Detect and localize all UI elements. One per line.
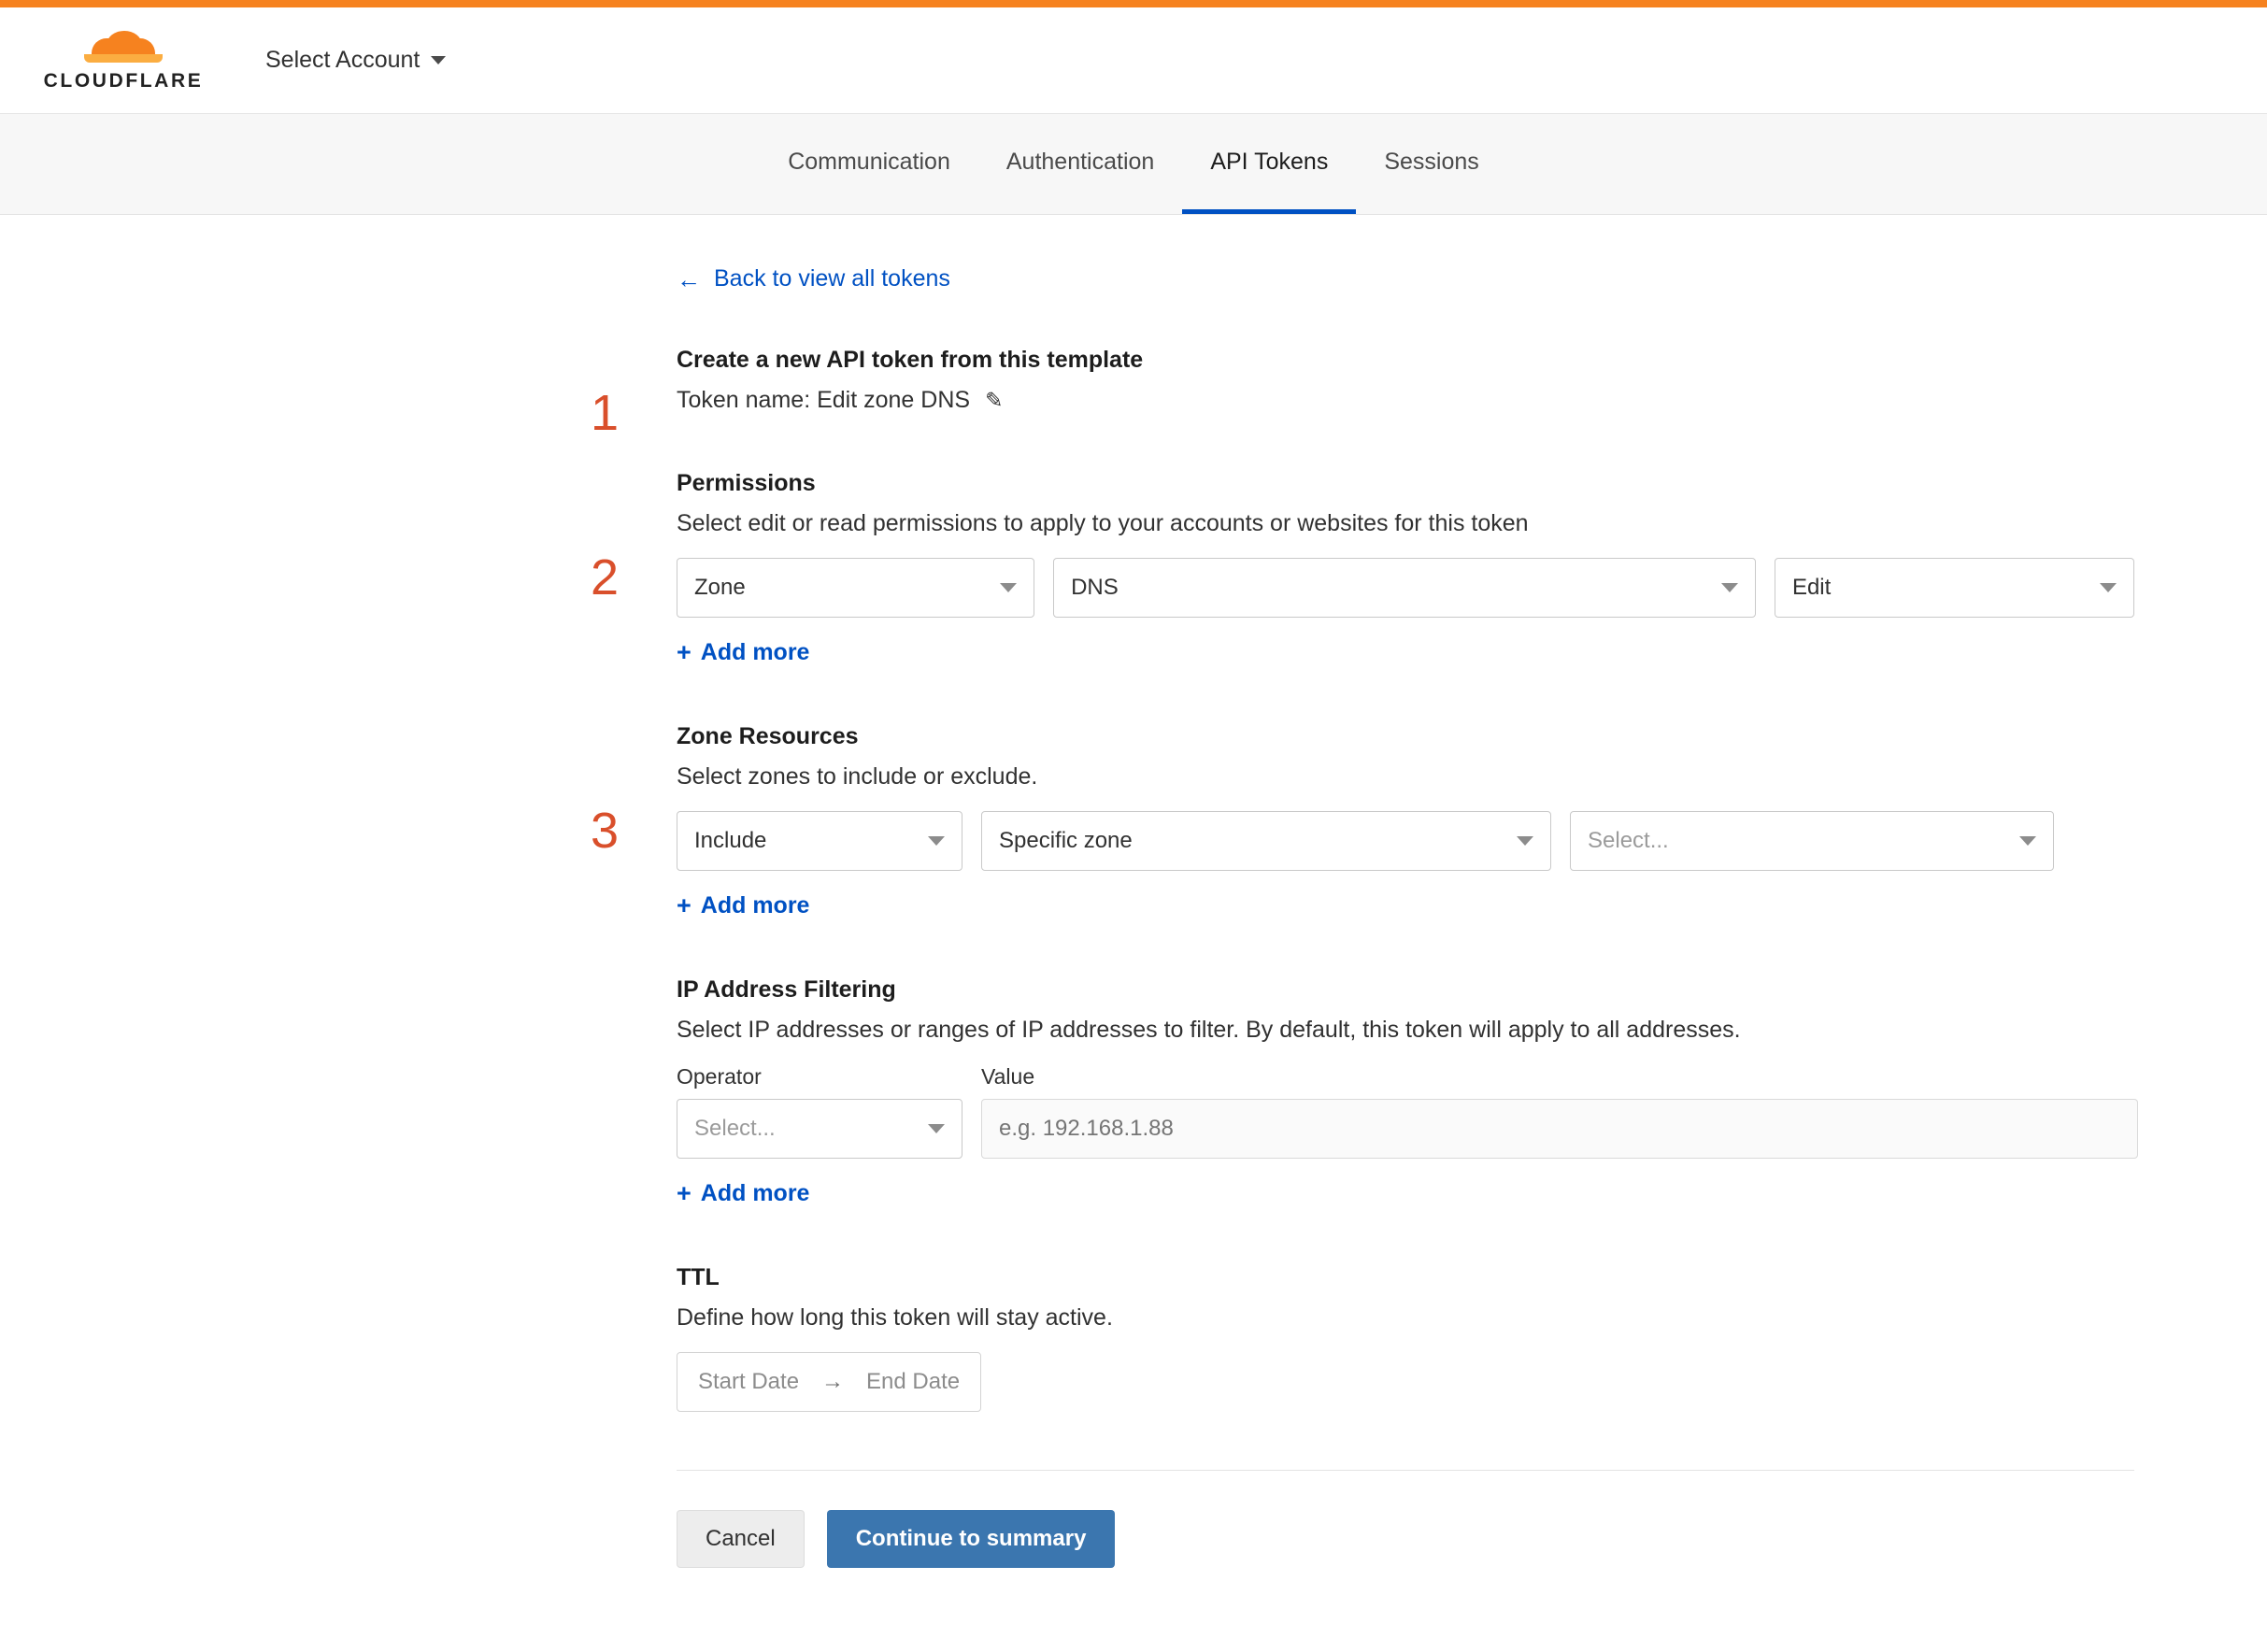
zone-resources-add-more-button[interactable] — [677, 891, 809, 920]
ip-filtering-add-more-label: Add more — [700, 1180, 810, 1206]
zone-include-select[interactable] — [677, 811, 962, 871]
step-number-1: 1 — [591, 385, 620, 441]
zone-resources-title: Zone Resources — [677, 723, 859, 749]
permissions-add-more-label: Add more — [700, 639, 810, 665]
token-name-label: Token name: Edit zone DNS — [677, 387, 971, 413]
arrow-left-icon: ← — [677, 264, 701, 293]
plus-icon: + — [677, 891, 692, 919]
main-nav — [0, 114, 2267, 215]
continue-to-summary-button[interactable]: Continue to summary — [827, 1510, 1116, 1568]
tab-authentication[interactable]: Authentication — [1005, 148, 1155, 175]
zone-resources-section — [591, 723, 2134, 920]
ip-filtering-description: Select IP addresses or ranges of IP addresses to filter. By default, this token will apply to all addresses. — [677, 1017, 1741, 1043]
cloud-icon — [78, 29, 168, 66]
zone-include-value: Include — [694, 828, 767, 853]
permission-scope-select[interactable] — [677, 558, 1034, 618]
token-name-row — [677, 387, 2134, 414]
footer-divider — [677, 1470, 2134, 1471]
ttl-date-range-picker[interactable] — [677, 1352, 981, 1412]
chevron-down-icon — [928, 1124, 945, 1133]
permission-scope-value: Zone — [694, 575, 746, 600]
cloudflare-logo — [32, 29, 215, 93]
chevron-down-icon — [431, 56, 446, 64]
operator-label: Operator — [677, 1064, 762, 1089]
permissions-section — [591, 470, 2134, 667]
cancel-button[interactable]: Cancel — [677, 1510, 805, 1568]
permission-access-value: Edit — [1791, 575, 1832, 600]
chevron-down-icon — [1721, 583, 1738, 592]
arrow-right-icon: → — [821, 1369, 845, 1394]
chevron-down-icon — [928, 836, 945, 846]
zone-resources-row — [677, 811, 2134, 871]
page-content — [0, 215, 2267, 1615]
ttl-end-date[interactable]: End Date — [866, 1369, 961, 1394]
ip-operator-select[interactable] — [677, 1099, 962, 1159]
ip-filtering-add-more-button[interactable] — [677, 1179, 809, 1208]
form-actions — [677, 1510, 2134, 1615]
zone-type-value: Specific zone — [999, 828, 1133, 853]
ip-filtering-row — [677, 1064, 2134, 1159]
back-link-label: Back to view all tokens — [714, 265, 950, 292]
ip-operator-value: Select... — [694, 1116, 776, 1141]
create-token-title: Create a new API token from this template — [677, 347, 1144, 373]
account-selector[interactable] — [265, 47, 446, 74]
chevron-down-icon — [1517, 836, 1533, 846]
zone-type-select[interactable] — [981, 811, 1551, 871]
ttl-description: Define how long this token will stay active. — [677, 1304, 1113, 1331]
permissions-description: Select edit or read permissions to apply to your accounts or websites for this token — [677, 510, 1529, 536]
zone-specific-value: Select... — [1588, 828, 1669, 853]
create-token-section — [591, 347, 2134, 441]
plus-icon: + — [677, 638, 692, 666]
ttl-title: TTL — [677, 1264, 720, 1290]
zone-specific-select[interactable] — [1570, 811, 2054, 871]
chevron-down-icon — [2100, 583, 2117, 592]
permissions-row — [677, 558, 2134, 618]
edit-pencil-icon[interactable]: ✎ — [985, 388, 1004, 412]
tab-sessions[interactable]: Sessions — [1384, 148, 1479, 175]
zone-resources-description: Select zones to include or exclude. — [677, 763, 1038, 790]
permissions-add-more-button[interactable] — [677, 638, 809, 667]
chevron-down-icon — [1000, 583, 1017, 592]
ttl-start-date[interactable]: Start Date — [698, 1369, 800, 1394]
plus-icon: + — [677, 1179, 692, 1207]
logo-wordmark: CLOUDFLARE — [43, 69, 204, 92]
ttl-section — [677, 1264, 2134, 1412]
permission-access-select[interactable] — [1775, 558, 2134, 618]
tab-communication[interactable]: Communication — [788, 148, 950, 175]
permission-resource-value: DNS — [1071, 575, 1119, 600]
value-label: Value — [981, 1064, 1035, 1089]
permission-resource-select[interactable] — [1053, 558, 1756, 618]
tab-api-tokens[interactable]: API Tokens — [1182, 114, 1356, 214]
top-accent-bar — [0, 0, 2267, 7]
chevron-down-icon — [2019, 836, 2036, 846]
ip-filtering-section — [677, 976, 2134, 1208]
account-selector-label: Select Account — [265, 47, 421, 73]
step-number-3: 3 — [591, 803, 620, 859]
step-number-2: 2 — [591, 549, 620, 605]
permissions-title: Permissions — [677, 470, 816, 496]
back-to-tokens-link[interactable] — [677, 265, 2134, 292]
zone-resources-add-more-label: Add more — [700, 892, 810, 919]
ip-filtering-title: IP Address Filtering — [677, 976, 896, 1003]
page-header — [0, 7, 2267, 114]
ip-value-input[interactable] — [981, 1099, 2138, 1159]
